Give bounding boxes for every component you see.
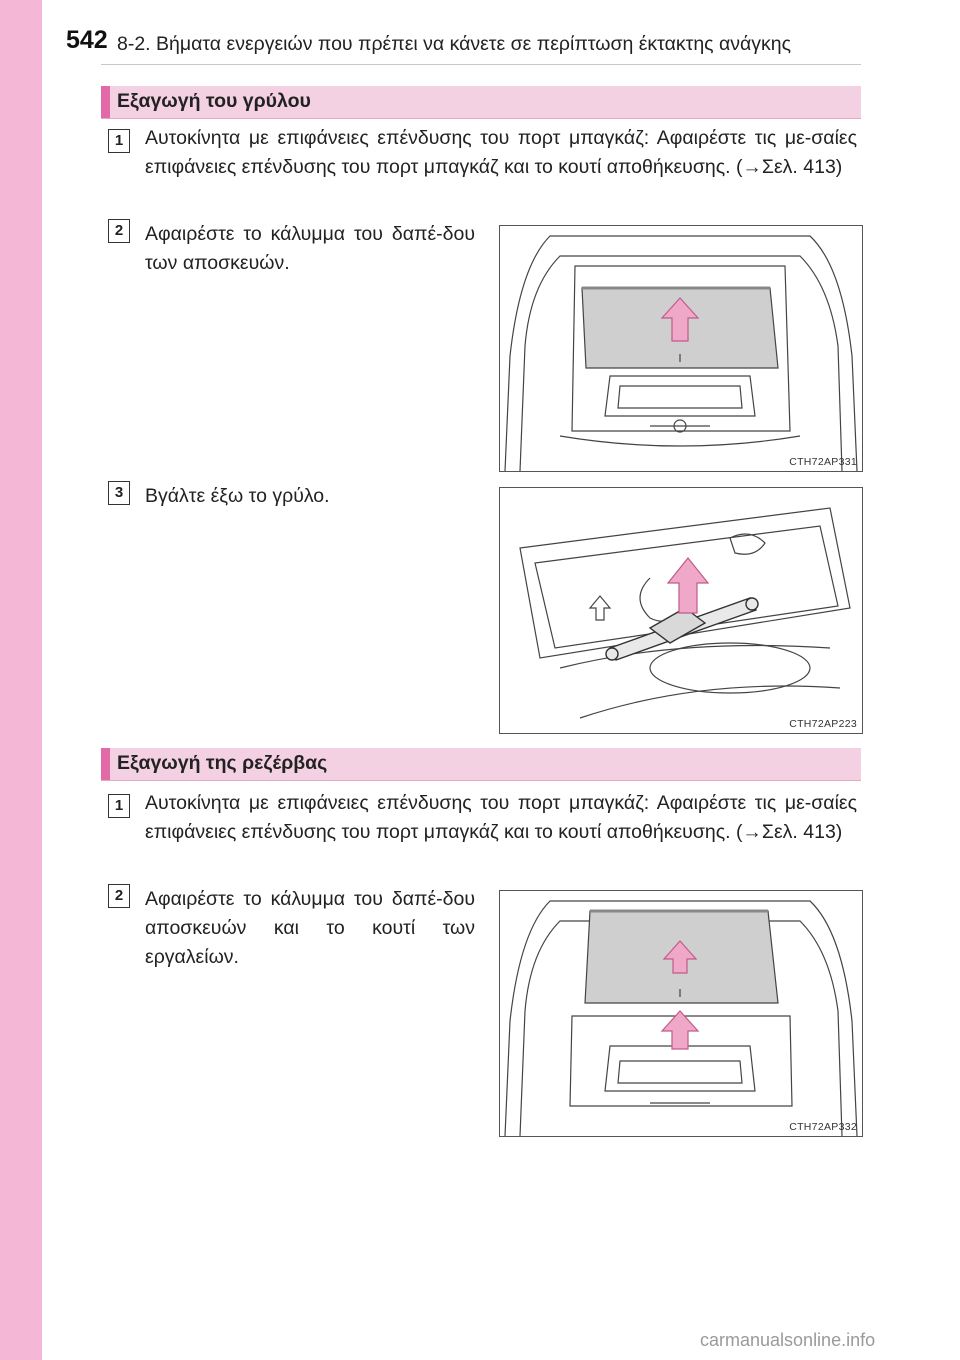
step-number: 1 [108, 794, 130, 818]
section-header-spare-tire [101, 748, 861, 781]
up-arrow-icon [662, 1011, 698, 1049]
figure-code: CTH72AP331 [789, 456, 857, 468]
side-color-bar [0, 0, 42, 1360]
watermark: carmanualsonline.info [700, 1330, 876, 1350]
section-title: Εξαγωγή της ρεζέρβας [117, 752, 328, 774]
jack-illustration [500, 488, 862, 733]
header-divider [101, 64, 861, 65]
chapter-title: 8-2. Βήματα ενεργειών που πρέπει να κάνετε σε περίπτωση έκτακτης ανάγκης [117, 33, 792, 55]
step-number: 3 [108, 481, 130, 505]
step-text: Αυτοκίνητα με επιφάνειες επένδυσης του πορτ μπαγκάζ: Αφαιρέστε τις με-σαίες επιφάνειες επένδυσης του πορτ μπαγκάζ και το κουτί αποθήκευσης. (→Σελ. 413) [145, 127, 857, 178]
figure-code: CTH72AP332 [789, 1121, 857, 1133]
figure-trunk-floor-cover [499, 225, 863, 472]
step-number: 2 [108, 219, 130, 243]
section-title: Εξαγωγή του γρύλου [117, 90, 311, 112]
trunk-illustration [500, 226, 862, 471]
up-arrow-icon [668, 558, 708, 613]
section-header-jack [101, 86, 861, 119]
figure-jack-removal [499, 487, 863, 734]
figure-floor-cover-toolbox [499, 890, 863, 1137]
section-accent-bar [101, 748, 110, 780]
trunk-toolbox-illustration [500, 891, 862, 1136]
step-number: 2 [108, 884, 130, 908]
step-text: Αφαιρέστε το κάλυμμα του δαπέ-δου των αποσκευών. [145, 223, 475, 274]
page-number: 542 [66, 26, 108, 54]
step-text: Αφαιρέστε το κάλυμμα του δαπέ-δου αποσκευών και το κουτί των εργαλείων. [145, 888, 475, 968]
section-accent-bar [101, 86, 110, 118]
step-text: Βγάλτε έξω το γρύλο. [145, 485, 330, 507]
figure-code: CTH72AP223 [789, 718, 857, 730]
step-text: Αυτοκίνητα με επιφάνειες επένδυσης του πορτ μπαγκάζ: Αφαιρέστε τις με-σαίες επιφάνειες επένδυσης του πορτ μπαγκάζ και το κουτί αποθήκευσης. (→Σελ. 413) [145, 792, 857, 843]
step-number: 1 [108, 129, 130, 153]
